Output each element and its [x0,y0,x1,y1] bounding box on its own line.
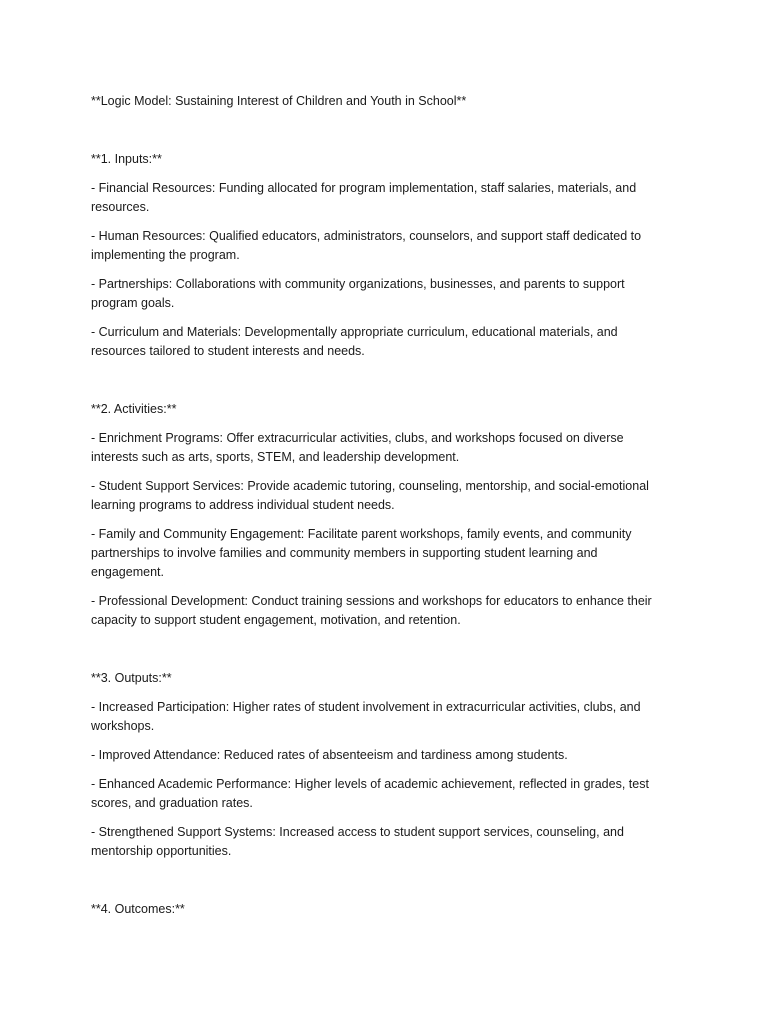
section-outputs [91,669,671,861]
list-item: - Financial Resources: Funding allocated for program implementation, staff salaries, materials, and resources. [91,181,637,214]
list-item: - Human Resources: Qualified educators, administrators, counselors, and support staff dedicated to implementing the program. [91,229,642,262]
section-heading: **4. Outcomes:** [91,902,185,916]
list-item: - Enrichment Programs: Offer extracurricular activities, clubs, and workshops focused on diverse interests such as arts, sports, STEM, and leadership development. [91,431,624,464]
section-outcomes [91,900,671,919]
section-inputs [91,150,671,361]
document-body [91,92,671,958]
document-title: **Logic Model: Sustaining Interest of Children and Youth in School** [91,94,467,108]
list-item: - Student Support Services: Provide academic tutoring, counseling, mentorship, and social-emotional learning programs to address individual student needs. [91,479,649,512]
list-item: - Improved Attendance: Reduced rates of absenteeism and tardiness among students. [91,748,568,762]
section-heading: **2. Activities:** [91,402,177,416]
list-item: - Increased Participation: Higher rates of student involvement in extracurricular activities, clubs, and workshops. [91,700,641,733]
list-item: - Partnerships: Collaborations with community organizations, businesses, and parents to support program goals. [91,277,625,310]
list-item: - Family and Community Engagement: Facilitate parent workshops, family events, and community partnerships to involve families and community members in supporting student learning and engagement. [91,527,632,579]
section-heading: **3. Outputs:** [91,671,172,685]
list-item: - Strengthened Support Systems: Increased access to student support services, counseling, and mentorship opportunities. [91,825,624,858]
list-item: - Enhanced Academic Performance: Higher levels of academic achievement, reflected in grades, test scores, and graduation rates. [91,777,649,810]
section-heading: **1. Inputs:** [91,152,162,166]
list-item: - Curriculum and Materials: Developmentally appropriate curriculum, educational materials, and resources tailored to student interests and needs. [91,325,618,358]
list-item: - Professional Development: Conduct training sessions and workshops for educators to enhance their capacity to support student engagement, motivation, and retention. [91,594,652,627]
section-activities [91,400,671,630]
